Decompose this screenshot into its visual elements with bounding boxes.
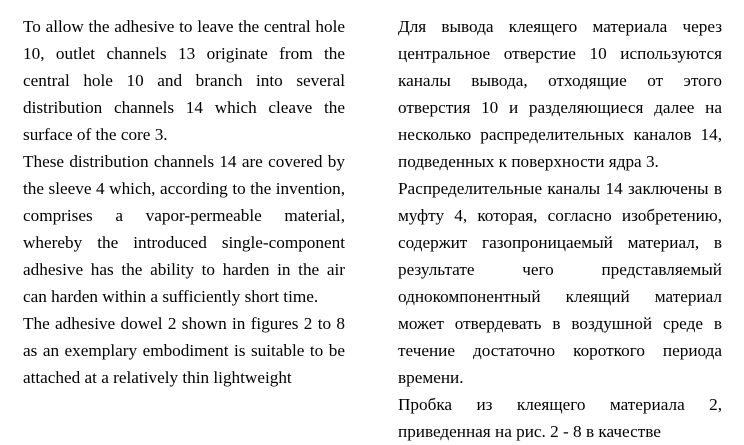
russian-paragraph-1: Для вывода клеящего материала через центральное отверстие 10 используются каналы вывода, отходящие от этого отверстия 10 и разделяющиеся далее на несколько распределительных каналов 14, подведенных к поверхности ядра 3. (398, 17, 722, 171)
english-paragraph-2: These distribution channels 14 are covered by the sleeve 4 which, according to the invention, comprises a vapor-permeable material, whereby the introduced single-component adhesive has the ability to harden in the air can harden within a sufficiently short time. (23, 152, 345, 306)
english-paragraph-1: To allow the adhesive to leave the central hole 10, outlet channels 13 originate from the central hole 10 and branch into several distribution channels 14 which cleave the surface of the core 3. (23, 17, 345, 144)
english-paragraph-3: The adhesive dowel 2 shown in figures 2 to 8 as an exemplary embodiment is suitable to be attached at a relatively thin lightweight (23, 314, 345, 387)
english-column (23, 13, 345, 391)
russian-paragraph-2: Распределительные каналы 14 заключены в муфту 4, которая, согласно изобретению, содержит газопроницаемый материал, в результате чего представляемый однокомпонентный клеящий материал может отвердевать в воздушной среде в течение достаточно короткого периода времени. (398, 179, 722, 387)
russian-paragraph-3: Пробка из клеящего материала 2, приведенная на рис. 2 - 8 в качестве (398, 395, 722, 441)
russian-column (398, 13, 722, 445)
